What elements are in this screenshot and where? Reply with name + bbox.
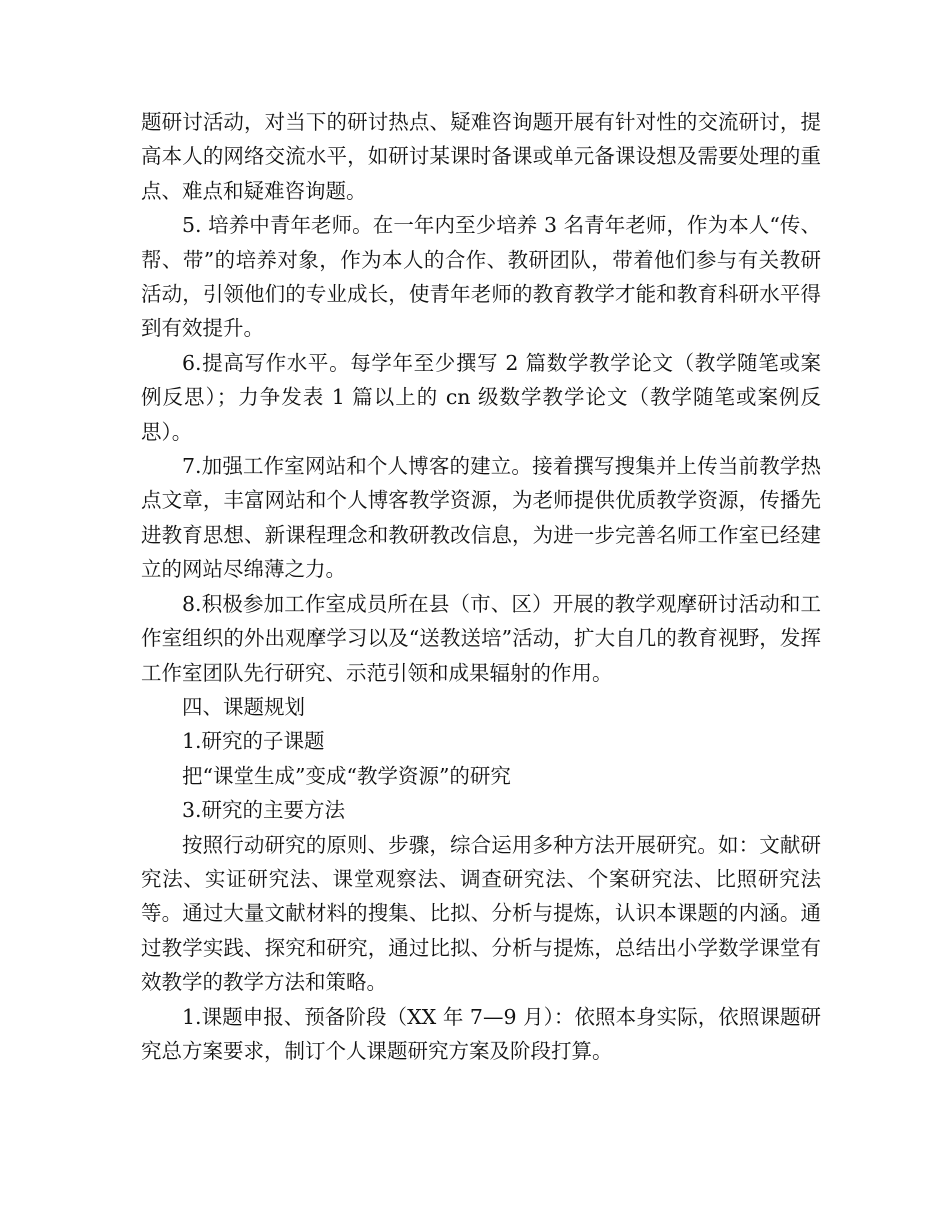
paragraph-discussion-continued: 题研讨活动，对当下的研讨热点、疑难咨询题开展有针对性的交流研讨，提高本人的网络交流水平，如研讨某课时备课或单元备课设想及需要处理的重点、难点和疑难咨询题。 <box>141 110 821 203</box>
paragraph-item-7: 7.加强工作室网站和个人博客的建立。接着撰写搜集并上传当前教学热点文章，丰富网站和个人博客教学资源，为老师提供优质教学资源，传播先进教育思想、新课程理念和教研教改信息，为进一步完善名师工作室已经建立的网站尽绵薄之力。 <box>141 454 821 582</box>
subheading-methods: 3.研究的主要方法 <box>182 798 346 823</box>
paragraph-item-6: 6.提高写作水平。每学年至少撰写 2 篇数学教学论文（教学随笔或案例反思）；力争发表 1 篇以上的 cn 级数学教学论文（教学随笔或案例反思）。 <box>141 350 821 444</box>
paragraph-item-5: 5. 培养中青年老师。在一年内至少培养 3 名青年老师，作为本人“传、帮、带”的培养对象，作为本人的合作、教研团队，带着他们参与有关教研活动，引领他们的专业成长，使青年老师的教育教学才能和教育科研水平得到有效提升。 <box>141 213 821 341</box>
paragraph-item-8: 8.积极参加工作室成员所在县（市、区）开展的教学观摩研讨活动和工作室组织的外出观摩学习以及“送教送培”活动，扩大自几的教育视野，发挥工作室团队先行研究、示范引领和成果辐射的作用。 <box>141 591 821 685</box>
subheading-subtopic: 1.研究的子课题 <box>182 729 325 754</box>
subtopic-title: 把“课堂生成”变成“教学资源”的研究 <box>182 763 511 788</box>
paragraph-stage-1: 1.课题申报、预备阶段（XX 年 7—9 月）：依照本身实际，依照课题研究总方案要求，制订个人课题研究方案及阶段打算。 <box>141 1004 821 1063</box>
document-body <box>141 105 821 1068</box>
paragraph-methods: 按照行动研究的原则、步骤，综合运用多种方法开展研究。如：文献研究法、实证研究法、课堂观察法、调查研究法、个案研究法、比照研究法等。通过大量文献材料的搜集、比拟、分析与提炼，认识本课题的内涵。通过教学实践、探究和研究，通过比拟、分析与提炼，总结出小学数学课堂有效教学的教学方法和策略。 <box>141 832 821 995</box>
section-heading-4: 四、课题规划 <box>182 694 305 719</box>
